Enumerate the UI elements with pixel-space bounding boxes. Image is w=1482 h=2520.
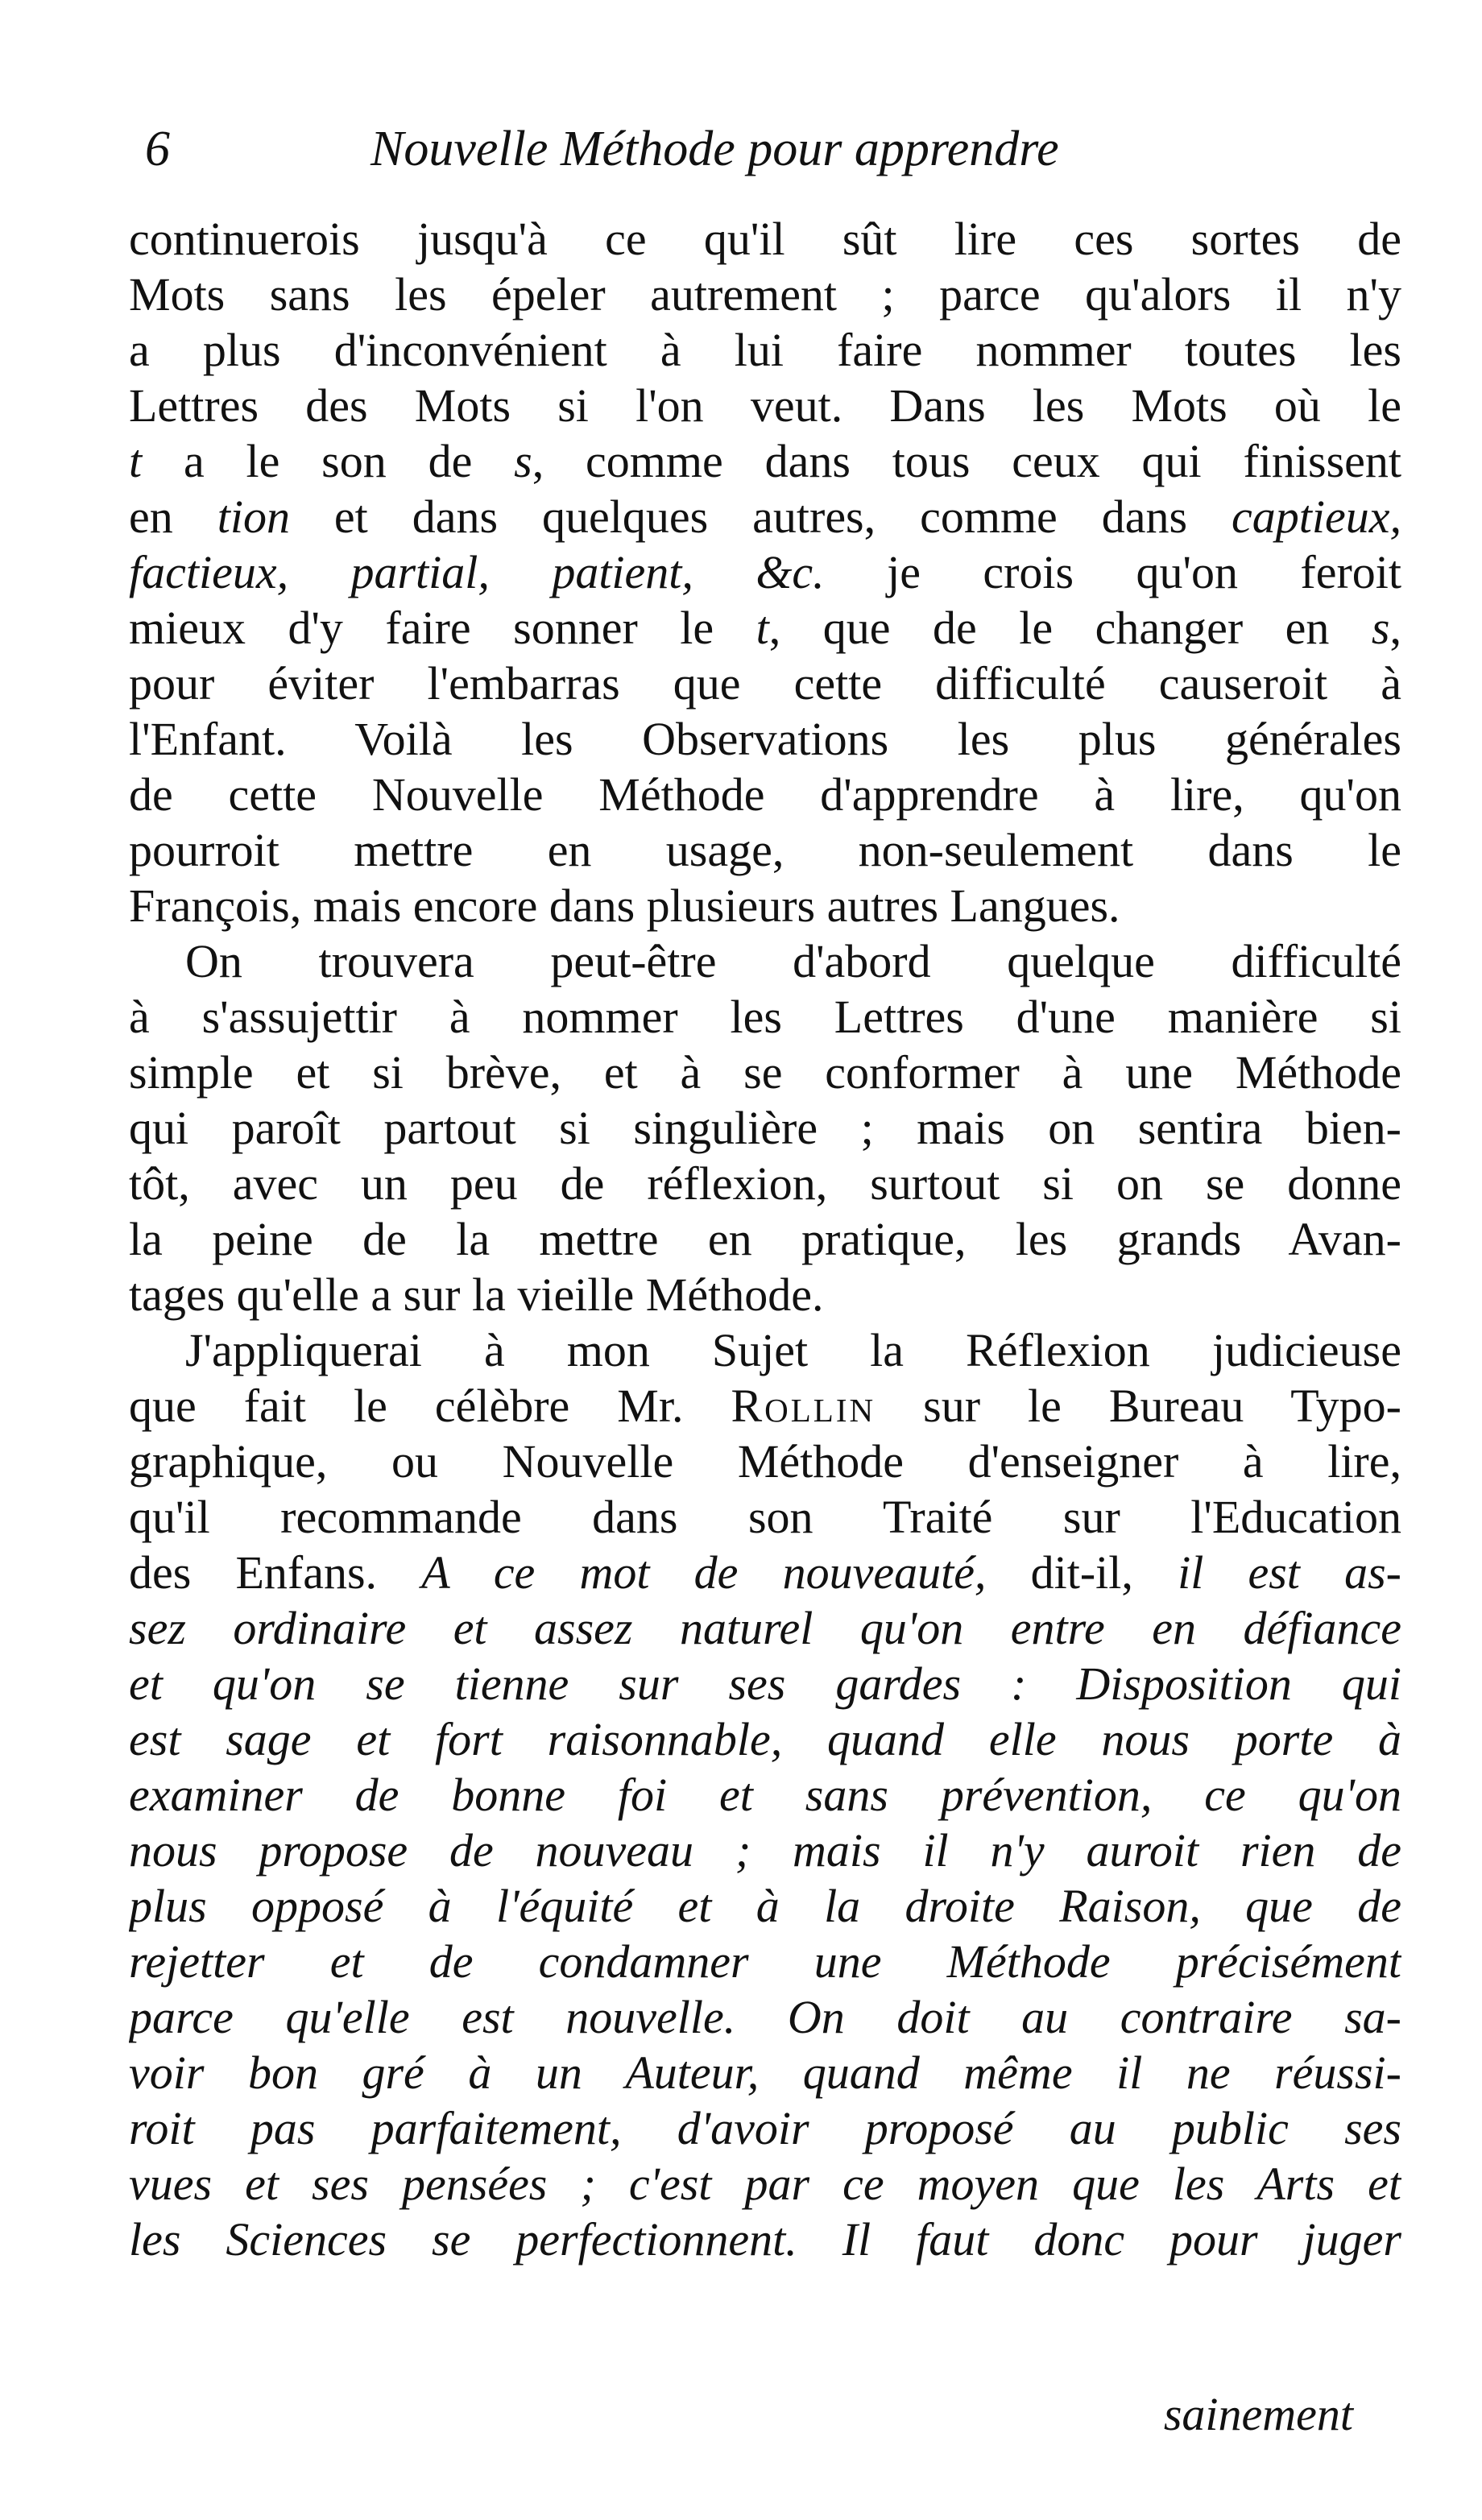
text-line: On trouvera peut-être d'abord quelque difficulté [185, 935, 1401, 987]
text-line: pourroit mettre en usage, non-seulement dans le [129, 824, 1401, 876]
text-line: les Sciences se perfectionnent. Il faut donc pour juger [129, 2213, 1401, 2266]
text-line: factieux, partial, patient, &c. je crois qu'on feroit [129, 546, 1401, 598]
text-line: J'appliquerai à mon Sujet la Réflexion judicieuse [185, 1324, 1401, 1376]
text-line: roit pas parfaitement, d'avoir proposé au public ses [129, 2102, 1401, 2154]
text-line: plus opposé à l'équité et à la droite Raison, que de [129, 1880, 1401, 1932]
text-line: qui paroît partout si singulière ; mais on sentira bien- [129, 1102, 1401, 1154]
text-line: vues et ses pensées ; c'est par ce moyen que les Arts et [129, 2158, 1401, 2210]
text-line: graphique, ou Nouvelle Méthode d'enseigner à lire, [129, 1435, 1401, 1488]
text-line: a plus d'inconvénient à lui faire nommer toutes les [129, 324, 1401, 376]
text-line: de cette Nouvelle Méthode d'apprendre à lire, qu'on [129, 768, 1401, 821]
text-line: tages qu'elle a sur la vieille Méthode. [129, 1268, 824, 1321]
page-number: 6 [145, 122, 170, 176]
text-line: qu'il recommande dans son Traité sur l'Education [129, 1491, 1401, 1543]
text-line: Mots sans les épeler autrement ; parce qu'alors il n'y [129, 268, 1401, 321]
text-line: et qu'on se tienne sur ses gardes : Disposition qui [129, 1657, 1401, 1710]
text-line: parce qu'elle est nouvelle. On doit au contraire sa- [129, 1991, 1401, 2043]
page-header [137, 113, 1393, 185]
text-line: sez ordinaire et assez naturel qu'on entre en défiance [129, 1602, 1401, 1654]
text-line: pour éviter l'embarras que cette difficulté causeroit à [129, 657, 1401, 710]
text-line: nous propose de nouveau ; mais il n'y auroit rien de [129, 1824, 1401, 1877]
text-line: est sage et fort raisonnable, quand elle nous porte à [129, 1713, 1401, 1765]
body-text [129, 211, 1401, 2267]
running-title: Nouvelle Méthode pour apprendre [370, 122, 1059, 176]
text-line: tôt, avec un peu de réflexion, surtout si on se donne [129, 1157, 1401, 1210]
text-line: rejetter et de condamner une Méthode précisément [129, 1935, 1401, 1988]
text-line: mieux d'y faire sonner le t, que de le changer en s, [129, 602, 1401, 654]
text-line: la peine de la mettre en pratique, les grands Avan- [129, 1213, 1401, 1265]
text-line: examiner de bonne foi et sans prévention, ce qu'on [129, 1769, 1401, 1821]
text-line: François, mais encore dans plusieurs autres Langues. [129, 879, 1120, 932]
text-line: à s'assujettir à nommer les Lettres d'une manière si [129, 991, 1401, 1043]
text-line: simple et si brève, et à se conformer à une Méthode [129, 1046, 1401, 1099]
catchword: sainement [1163, 2388, 1353, 2440]
text-line: que fait le célèbre Mr. Rollin sur le Bureau Typo- [129, 1380, 1401, 1432]
text-line: Lettres des Mots si l'on veut. Dans les Mots où le [129, 379, 1401, 432]
text-line: en tion et dans quelques autres, comme dans captieux, [129, 490, 1401, 543]
author-name: Rollin [731, 1380, 876, 1432]
text-line: t a le son de s, comme dans tous ceux qui finissent [129, 435, 1401, 487]
text-line: des Enfans. A ce mot de nouveauté, dit-il, il est as- [129, 1546, 1401, 1599]
text-line: l'Enfant. Voilà les Observations les plus générales [129, 713, 1401, 765]
text-line: continuerois jusqu'à ce qu'il sût lire ces sortes de [129, 213, 1401, 265]
text-line: voir bon gré à un Auteur, quand même il ne réussi- [129, 2046, 1401, 2099]
